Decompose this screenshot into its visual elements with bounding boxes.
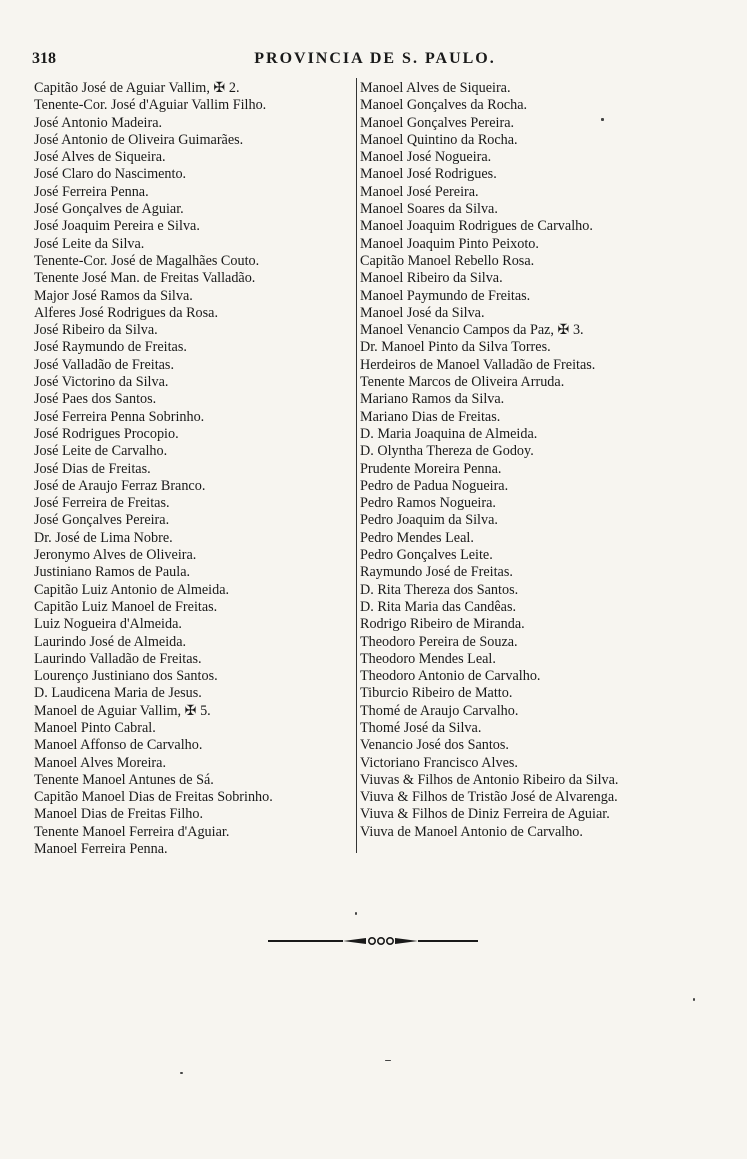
page-header — [30, 50, 720, 72]
right-list-entry: Manoel Gonçalves da Rocha. — [360, 97, 528, 114]
right-list-entry: Pedro Ramos Nogueira. — [360, 495, 496, 512]
left-list-entry: Manoel Affonso de Carvalho. — [34, 737, 203, 754]
right-list-entry: Victoriano Francisco Alves. — [360, 754, 518, 771]
left-list-entry: Justiniano Ramos de Paula. — [34, 564, 191, 581]
right-list-entry: Viuvas & Filhos de Antonio Ribeiro da Silva. — [360, 771, 619, 788]
left-list-entry: José Antonio de Oliveira Guimarães. — [34, 131, 244, 148]
right-list-entry: Venancio José dos Santos. — [360, 737, 509, 754]
right-list-entry: Dr. Manoel Pinto da Silva Torres. — [360, 339, 551, 356]
left-list-entry: Laurindo Valladão de Freitas. — [34, 650, 202, 667]
right-list-entry: D. Rita Maria das Candêas. — [360, 598, 517, 615]
left-list-entry: Manoel de Aguiar Vallim, ✠ 5. — [34, 702, 211, 719]
left-list-entry: D. Laudicena Maria de Jesus. — [34, 685, 202, 702]
left-list-entry: José Rodrigues Procopio. — [34, 425, 179, 442]
right-list-entry: Manoel Soares da Silva. — [360, 201, 498, 218]
right-list-entry: Manoel José da Silva. — [360, 304, 485, 321]
left-name-column — [34, 80, 354, 858]
left-list-entry: Manoel Pinto Cabral. — [34, 719, 156, 736]
left-list-entry: José Leite da Silva. — [34, 235, 145, 252]
ink-speck — [180, 1072, 183, 1074]
left-list-entry: José Victorino da Silva. — [34, 374, 169, 391]
right-list-entry: Pedro de Padua Nogueira. — [360, 477, 509, 494]
left-list-entry: Capitão Luiz Antonio de Almeida. — [34, 581, 230, 598]
ink-speck — [601, 118, 604, 121]
left-list-entry: Lourenço Justiniano dos Santos. — [34, 668, 218, 685]
right-list-entry: Manoel Joaquim Rodrigues de Carvalho. — [360, 218, 593, 235]
right-list-entry: Thomé José da Silva. — [360, 719, 482, 736]
column-divider — [356, 78, 357, 853]
right-list-entry: Mariano Dias de Freitas. — [360, 408, 501, 425]
right-list-entry: Manoel José Nogueira. — [360, 149, 492, 166]
left-list-entry: Jeronymo Alves de Oliveira. — [34, 547, 197, 564]
right-list-entry: Capitão Manoel Rebello Rosa. — [360, 252, 535, 269]
ink-speck — [693, 998, 695, 1001]
right-list-entry: Viuva & Filhos de Tristão José de Alvarenga. — [360, 789, 618, 806]
right-list-entry: Manoel Gonçalves Pereira. — [360, 114, 515, 131]
left-list-entry: José Dias de Freitas. — [34, 460, 151, 477]
right-list-entry: Tenente Marcos de Oliveira Arruda. — [360, 374, 565, 391]
left-list-entry: José Alves de Siqueira. — [34, 149, 166, 166]
left-list-entry: José Valladão de Freitas. — [34, 356, 175, 373]
left-list-entry: José Ribeiro da Silva. — [34, 322, 158, 339]
right-list-entry: Raymundo José de Freitas. — [360, 564, 513, 581]
left-list-entry: José Paes dos Santos. — [34, 391, 157, 408]
left-list-entry: José Ferreira Penna Sobrinho. — [34, 408, 205, 425]
right-list-entry: Manoel José Pereira. — [360, 183, 479, 200]
left-list-entry: Manoel Ferreira Penna. — [34, 841, 168, 858]
right-name-column — [360, 80, 740, 841]
right-list-entry: Mariano Ramos da Silva. — [360, 391, 505, 408]
running-title: PROVINCIA DE S. PAULO. — [254, 50, 496, 67]
left-list-entry: José Antonio Madeira. — [34, 114, 163, 131]
left-list-entry: Major José Ramos da Silva. — [34, 287, 193, 304]
right-list-entry: Theodoro Mendes Leal. — [360, 650, 496, 667]
ornamental-rule — [268, 935, 478, 947]
left-list-entry: Tenente-Cor. José de Magalhães Couto. — [34, 252, 260, 269]
right-list-entry: Rodrigo Ribeiro de Miranda. — [360, 616, 525, 633]
left-list-entry: Dr. José de Lima Nobre. — [34, 529, 173, 546]
right-list-entry: Herdeiros de Manoel Valladão de Freitas. — [360, 356, 596, 373]
left-list-entry: José Gonçalves de Aguiar. — [34, 201, 184, 218]
left-list-entry: Alferes José Rodrigues da Rosa. — [34, 304, 219, 321]
right-list-entry: Pedro Joaquim da Silva. — [360, 512, 498, 529]
left-list-entry: Luiz Nogueira d'Almeida. — [34, 616, 182, 633]
left-list-entry: José Ferreira de Freitas. — [34, 495, 170, 512]
right-list-entry: Theodoro Pereira de Souza. — [360, 633, 518, 650]
right-list-entry: Manoel Quintino da Rocha. — [360, 131, 518, 148]
left-list-entry: José Gonçalves Pereira. — [34, 512, 170, 529]
right-list-entry: Pedro Gonçalves Leite. — [360, 547, 493, 564]
right-list-entry: Pedro Mendes Leal. — [360, 529, 474, 546]
page-number: 318 — [32, 50, 56, 67]
ink-speck — [355, 912, 357, 915]
left-list-entry: Manoel Alves Moreira. — [34, 754, 166, 771]
left-list-entry: Capitão Manoel Dias de Freitas Sobrinho. — [34, 789, 273, 806]
right-list-entry: Tiburcio Ribeiro de Matto. — [360, 685, 513, 702]
left-list-entry: José Leite de Carvalho. — [34, 443, 168, 460]
right-list-entry: Viuva & Filhos de Diniz Ferreira de Aguiar. — [360, 806, 610, 823]
right-list-entry: Theodoro Antonio de Carvalho. — [360, 668, 541, 685]
left-list-entry: Capitão José de Aguiar Vallim, ✠ 2. — [34, 80, 240, 96]
left-list-entry: José Claro do Nascimento. — [34, 166, 187, 183]
right-list-entry: Viuva de Manoel Antonio de Carvalho. — [360, 823, 583, 840]
left-list-entry: José Joaquim Pereira e Silva. — [34, 218, 200, 235]
left-list-entry: Laurindo José de Almeida. — [34, 633, 187, 650]
left-list-entry: Capitão Luiz Manoel de Freitas. — [34, 598, 218, 615]
left-list-entry: José Raymundo de Freitas. — [34, 339, 187, 356]
right-list-entry: Manoel Paymundo de Freitas. — [360, 287, 531, 304]
right-list-entry: Prudente Moreira Penna. — [360, 460, 502, 477]
right-list-entry: D. Olyntha Thereza de Godoy. — [360, 443, 534, 460]
left-list-entry: José Ferreira Penna. — [34, 183, 149, 200]
left-list-entry: Tenente Manoel Ferreira d'Aguiar. — [34, 823, 230, 840]
left-list-entry: Manoel Dias de Freitas Filho. — [34, 806, 204, 823]
right-list-entry: Manoel José Rodrigues. — [360, 166, 497, 183]
right-list-entry: Manoel Ribeiro da Silva. — [360, 270, 503, 287]
right-list-entry: D. Rita Thereza dos Santos. — [360, 581, 519, 598]
right-list-entry: Manoel Venancio Campos da Paz, ✠ 3. — [360, 322, 584, 339]
left-list-entry: Tenente José Man. de Freitas Valladão. — [34, 270, 256, 287]
right-list-entry: Manoel Joaquim Pinto Peixoto. — [360, 235, 539, 252]
right-list-entry: Manoel Alves de Siqueira. — [360, 80, 511, 96]
left-list-entry: Tenente Manoel Antunes de Sá. — [34, 771, 214, 788]
left-list-entry: José de Araujo Ferraz Branco. — [34, 477, 206, 494]
right-list-entry: D. Maria Joaquina de Almeida. — [360, 425, 538, 442]
right-list-entry: Thomé de Araujo Carvalho. — [360, 702, 519, 719]
ink-speck — [385, 1060, 391, 1061]
left-list-entry: Tenente-Cor. José d'Aguiar Vallim Filho. — [34, 97, 267, 114]
